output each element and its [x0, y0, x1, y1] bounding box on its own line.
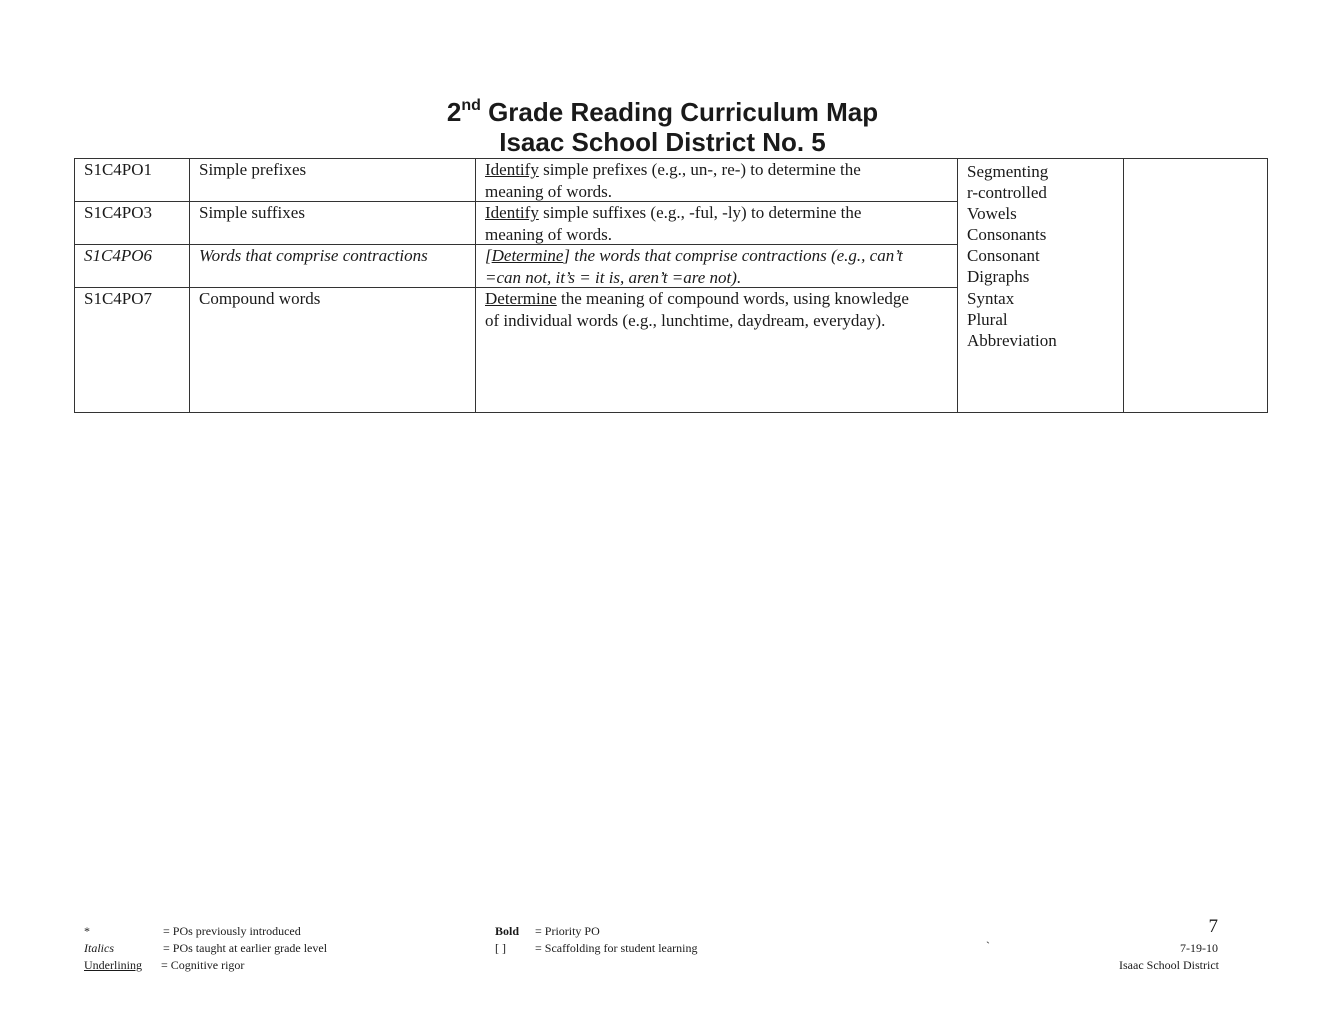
legend-key-italics: Italics [84, 941, 114, 955]
curriculum-table [74, 158, 1268, 413]
legend-key-asterisk: * [84, 924, 90, 938]
stray-backtick: ` [986, 939, 990, 953]
legend-key-brackets: [ ] [495, 941, 506, 955]
po-code: S1C4PO3 [84, 203, 153, 222]
legend-value: = POs previously introduced [163, 924, 301, 938]
objective-text: the meaning of compound words, using knowledge [556, 289, 909, 308]
po-code: S1C4PO1 [84, 160, 153, 179]
vocabulary-term: Abbreviation [967, 330, 1057, 350]
vocabulary-term: Consonant [967, 246, 1040, 266]
footer-date: 7-19-10 [1180, 941, 1218, 955]
legend-value: = Priority PO [535, 924, 600, 938]
objective-text: ] the words that comprise contractions (e.g., can’t [563, 246, 903, 265]
legend-value: = Cognitive rigor [161, 958, 245, 972]
objective-verb: Determine [491, 246, 564, 265]
objective [485, 245, 903, 288]
concept: Simple prefixes [199, 160, 307, 179]
objective-text: simple suffixes (e.g., -ful, -ly) to determine the [538, 203, 862, 222]
column-divider-objective [475, 159, 476, 412]
objective-text: simple prefixes (e.g., un-, re-) to determine the [538, 160, 861, 179]
objective [485, 159, 861, 202]
objective-text-continued: meaning of words. [485, 181, 613, 201]
po-code: S1C4PO6 [84, 246, 152, 265]
po-code: S1C4PO7 [84, 289, 153, 308]
vocabulary-term: Vowels [967, 204, 1017, 224]
concept: Simple suffixes [199, 203, 305, 222]
footer-organization: Isaac School District [1119, 958, 1219, 972]
vocabulary-term: Digraphs [967, 267, 1030, 287]
objective [485, 202, 861, 245]
vocabulary-term: Consonants [967, 225, 1047, 245]
objective-text-continued: =can not, it’s = it is, aren’t =are not). [485, 267, 742, 287]
column-divider-vocabulary [957, 159, 958, 412]
concept: Compound words [199, 289, 321, 308]
legend-key-bold: Bold [495, 924, 520, 938]
vocabulary-term: Segmenting [967, 162, 1049, 181]
vocabulary-term: Syntax [967, 288, 1015, 308]
legend-value: = POs taught at earlier grade level [163, 941, 328, 955]
concept: Words that comprise contractions [199, 246, 428, 265]
bracket-open: [ [485, 246, 492, 265]
legend-value: = Scaffolding for student learning [535, 941, 698, 955]
title-number: 2 [446, 97, 462, 127]
objective-verb: Determine [485, 289, 557, 308]
column-divider-notes [1123, 159, 1124, 412]
objective-text-continued: meaning of words. [485, 224, 613, 244]
objective-text-continued: of individual words (e.g., lunchtime, daydream, everyday). [485, 310, 886, 330]
vocabulary-list [967, 161, 1057, 351]
title-ordinal-suffix: nd [461, 97, 481, 114]
vocabulary-term: Plural [967, 309, 1008, 329]
vocabulary-term: r-controlled [967, 183, 1047, 203]
page-subtitle: Isaac School District No. 5 [499, 127, 826, 157]
objective-verb: Identify [485, 160, 539, 179]
title-text: Grade Reading Curriculum Map [480, 97, 879, 127]
legend-key-underlining: Underlining [84, 958, 142, 972]
objective-verb: Identify [485, 203, 539, 222]
column-divider-concept [189, 159, 190, 412]
page-title [0, 97, 1325, 127]
objective [485, 288, 909, 331]
page-number: 7 [1208, 916, 1218, 937]
